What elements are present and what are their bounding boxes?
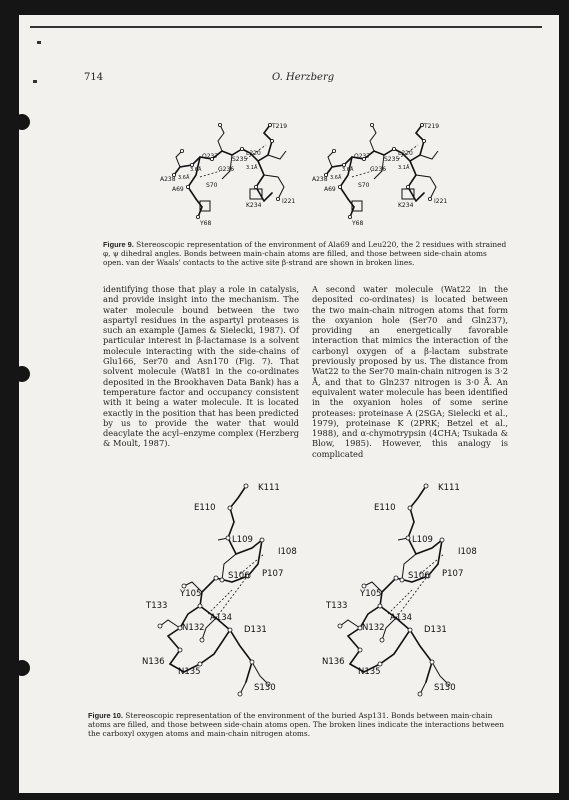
label-dist-36a: 3.6Å (190, 167, 202, 173)
label-g236: G236 (218, 166, 235, 173)
label-t133: T133 (146, 601, 168, 611)
figure-9-caption-text: Stereoscopic representation of the environment of Ala69 and Leu220, the 2 residues with strained φ, ψ dihedral angles. Bonds between main-chain atoms are filled, and those between side-chain atoms open. van der Waals' contacts to the active site β-strand are shown in broken lines. (103, 240, 507, 267)
label-n136: N136 (142, 657, 165, 667)
page-number: 714 (84, 72, 104, 83)
figure-10-caption (88, 711, 508, 738)
figure-9-caption-label: Figure 9. (103, 240, 134, 249)
running-head: O. Herzberg (272, 72, 335, 83)
figure-9-stereo-image (160, 115, 500, 235)
figure-9-stereo-right (312, 123, 447, 227)
binder-hole (14, 114, 30, 130)
label-a134: A134 (210, 613, 233, 623)
label-k234: K234 (246, 202, 262, 209)
label-dist-36a-b: 3.6Å (178, 175, 190, 181)
label-y68: Y68 (200, 220, 212, 227)
figure-10-stereo-image (140, 478, 500, 708)
label-i108: I108 (278, 547, 297, 557)
scan-mark (33, 80, 37, 83)
figure-9-caption (103, 240, 508, 267)
scan-mark (37, 41, 41, 44)
label-y105: Y105 (180, 589, 202, 599)
label-dist-31a: 3.1Å (246, 165, 258, 171)
figure-10-caption-label: Figure 10. (88, 711, 123, 720)
label-s70: S70 (206, 182, 218, 189)
body-left-paragraph: identifying those that play a role in catalysis, and provide insight into the mechanism. The water molecule bound between the two aspartyl residues in the aspartyl proteases is such an example (James & Sielecki, 1987). Of particular interest in β-lactamase is a solvent molecule interacting with the side-chains of Glu166, Ser70 and Asn170 (Fig. 7). That solvent molecule (Wat81 in the co-ordinates deposited in the Brookhaven Data Bank) has a temperature factor and occupancy consistent with it being a water molecule. It is located exactly in the position that has been predicted by us to provide the water that would deacylate the acyl–enzyme complex (Herzberg & Moult, 1987). (103, 284, 299, 449)
label-a69: A69 (172, 186, 184, 193)
scan-top-rule (30, 26, 542, 28)
label-t219: T219 (272, 123, 288, 130)
label-q237: Q237 (202, 153, 219, 160)
body-column-right (312, 284, 508, 459)
body-right-paragraph: A second water molecule (Wat22 in the deposited co-ordinates) is located between the two main-chain nitrogen atoms that form the oxyanion hole (Ser70 and Gln237), providing an energetically favorable interaction that mimics the interaction of the carbonyl oxygen of a β-lactam substrate previously proposed by us. The distance from Wat22 to the Ser70 main-chain nitrogen is 3·2 Å, and that to Gln237 nitrogen is 3·0 Å. An equivalent water molecule has been identified in the oxyanion holes of some serine proteases: proteinase A (2SGA; Sielecki et al., 1979), proteinase K (2PRK; Betzel et al., 1988), and α-chymotrypsin (4CHA; Tsukada & Blow, 1985). However, this analogy is complicated (312, 284, 508, 459)
label-s106: S106 (228, 571, 250, 581)
label-p107: P107 (262, 569, 284, 579)
label-k111: K111 (258, 483, 280, 493)
label-n135: N135 (178, 667, 201, 677)
label-a238: A238 (160, 176, 176, 183)
label-i221: I221 (282, 198, 296, 205)
label-n132: N132 (182, 623, 205, 633)
binder-hole (14, 366, 30, 382)
body-column-left (103, 284, 299, 449)
label-s130: S130 (254, 683, 276, 693)
label-s235: S235 (232, 156, 248, 163)
label-e110: E110 (194, 503, 216, 513)
binder-hole (14, 660, 30, 676)
label-d131: D131 (244, 625, 267, 635)
label-l109: L109 (232, 535, 253, 545)
figure-10-caption-text: Stereoscopic representation of the environment of the buried Asp131. Bonds between main-chain atoms are filled, and those between side-chain atoms open. The broken lines indicate the interactions between the carboxyl oxygen atoms and main-chain nitrogen atoms. (88, 711, 504, 738)
figure-10-stereo-right (322, 483, 477, 696)
label-l220: L220 (246, 150, 261, 157)
